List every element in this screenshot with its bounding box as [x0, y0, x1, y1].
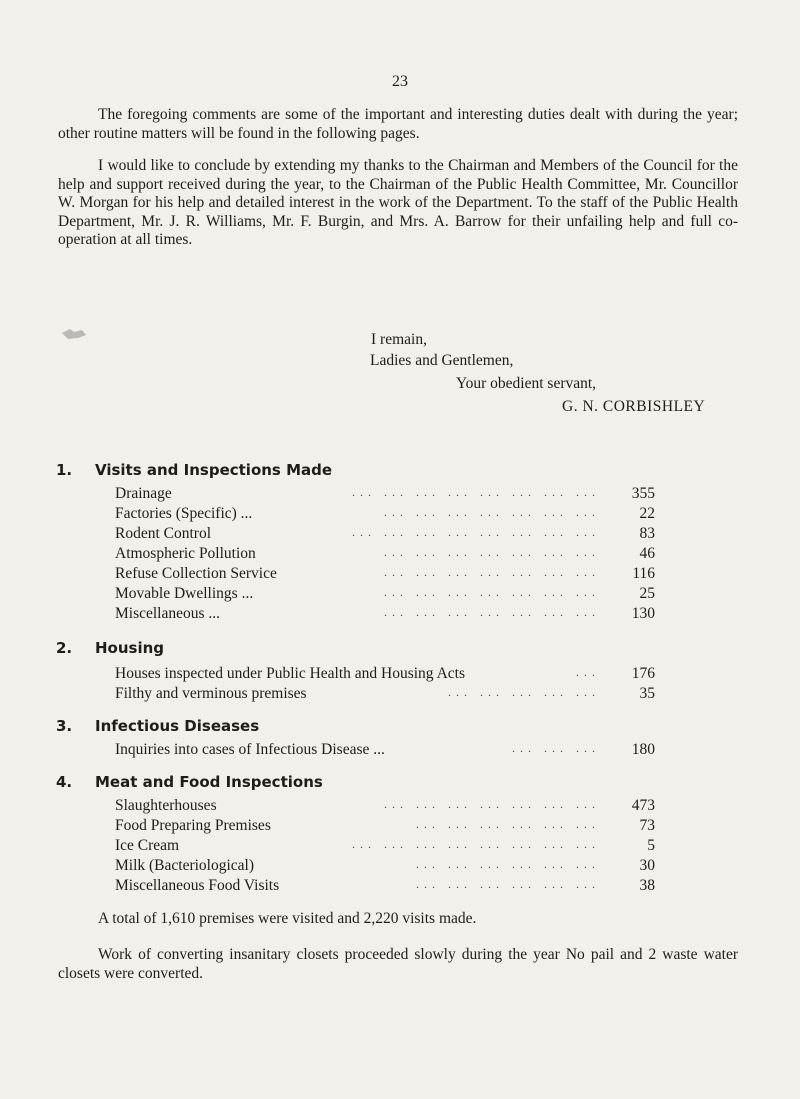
- row-label: Refuse Collection Service: [115, 565, 277, 582]
- leader-dots: ... ... ... ... ... ... ... ...: [352, 485, 600, 499]
- section-title: Visits and Inspections Made: [95, 461, 333, 479]
- table-row: [115, 525, 655, 544]
- section-heading-meat-food: [56, 773, 323, 791]
- section-title: Infectious Diseases: [95, 717, 260, 735]
- row-label: Factories (Specific) ...: [115, 505, 253, 522]
- row-label: Ice Cream: [115, 837, 180, 854]
- row-value: 355: [631, 485, 655, 502]
- table-row: [115, 545, 655, 564]
- leader-dots: ...: [576, 665, 600, 679]
- closing-remain: I remain,: [371, 331, 427, 348]
- table-row: [115, 485, 655, 504]
- row-value: 83: [639, 525, 655, 542]
- row-label: Rodent Control: [115, 525, 212, 542]
- section-number: 4.: [56, 773, 73, 791]
- row-label: Drainage: [115, 485, 172, 502]
- row-value: 22: [639, 505, 655, 522]
- section-number: 3.: [56, 717, 73, 735]
- section-number: 1.: [56, 461, 73, 479]
- row-value: 180: [631, 741, 655, 758]
- section-number: 2.: [56, 639, 73, 657]
- table-row: [115, 797, 655, 816]
- section-title: Housing: [95, 639, 165, 657]
- table-row: [115, 665, 655, 684]
- table-row: [115, 817, 655, 836]
- table-row: [115, 505, 655, 524]
- page-number: 23: [392, 73, 408, 90]
- row-value: 5: [647, 837, 655, 854]
- leader-dots: ... ... ...: [512, 741, 600, 755]
- closets-note: Work of converting insanitary closets proceeded slowly during the year No pail and 2 waste water closets were converted.: [58, 946, 738, 982]
- row-value: 46: [639, 545, 655, 562]
- table-row: [115, 585, 655, 604]
- row-label: Filthy and verminous premises: [115, 685, 307, 702]
- section-heading-visits: [56, 461, 332, 479]
- leader-dots: ... ... ... ... ... ... ...: [384, 545, 600, 559]
- row-label: Inquiries into cases of Infectious Disease ...: [115, 741, 385, 758]
- table-row: [115, 565, 655, 584]
- row-value: 130: [631, 605, 655, 622]
- row-label: Miscellaneous ...: [115, 605, 221, 622]
- row-value: 25: [639, 585, 655, 602]
- table-row: [115, 877, 655, 896]
- table-row: [115, 837, 655, 856]
- leader-dots: ... ... ... ... ... ...: [416, 877, 600, 891]
- leader-dots: ... ... ... ... ... ... ...: [384, 505, 600, 519]
- intro-paragraph-2: I would like to conclude by extending my thanks to the Chairman and Members of the Council for the help and support received during the year, to the Chairman of the Public Health Committee, Mr. Councillor W. Morgan for his help and detailed interest in the work of the Department. To the staff of the Public Health Department, Mr. J. R. Williams, Mr. F. Burgin, and Mrs. A. Barrow for their unfailing help and full co-operation at all times.: [58, 157, 738, 249]
- section-title: Meat and Food Inspections: [95, 773, 323, 791]
- row-value: 30: [639, 857, 655, 874]
- leader-dots: ... ... ... ... ... ...: [416, 817, 600, 831]
- table-row: [115, 857, 655, 876]
- leader-dots: ... ... ... ... ... ... ... ...: [352, 837, 600, 851]
- intro-paragraph-1: The foregoing comments are some of the important and interesting duties dealt with during the year; other routine matters will be found in the following pages.: [58, 106, 738, 142]
- table-row: [115, 741, 655, 760]
- row-label: Movable Dwellings ...: [115, 585, 254, 602]
- row-value: 35: [639, 685, 655, 702]
- leader-dots: ... ... ... ... ... ... ...: [384, 585, 600, 599]
- leader-dots: ... ... ... ... ... ...: [416, 857, 600, 871]
- row-value: 176: [631, 665, 655, 682]
- section-heading-infectious: [56, 717, 259, 735]
- row-value: 116: [632, 565, 655, 582]
- leader-dots: ... ... ... ... ... ... ...: [384, 565, 600, 579]
- row-label: Milk (Bacteriological): [115, 857, 255, 874]
- row-label: Food Preparing Premises: [115, 817, 271, 834]
- row-value: 38: [639, 877, 655, 894]
- table-row: [115, 685, 655, 704]
- row-label: Atmospheric Pollution: [115, 545, 256, 562]
- leader-dots: ... ... ... ... ... ... ...: [384, 605, 600, 619]
- closing-valediction: Your obedient servant,: [456, 375, 597, 392]
- signature: G. N. CORBISHLEY: [562, 398, 706, 415]
- total-summary: A total of 1,610 premises were visited and 2,220 visits made.: [98, 910, 477, 927]
- row-label: Houses inspected under Public Health and Housing Acts: [115, 665, 465, 682]
- row-label: Slaughterhouses: [115, 797, 217, 814]
- leader-dots: ... ... ... ... ... ... ...: [384, 797, 600, 811]
- row-label: Miscellaneous Food Visits: [115, 877, 280, 894]
- table-row: [115, 605, 655, 624]
- row-value: 73: [639, 817, 655, 834]
- row-value: 473: [631, 797, 655, 814]
- leader-dots: ... ... ... ... ... ... ... ...: [352, 525, 600, 539]
- closing-salutation: Ladies and Gentlemen,: [370, 352, 514, 369]
- leader-dots: ... ... ... ... ...: [448, 685, 600, 699]
- section-heading-housing: [56, 639, 164, 657]
- ink-smudge-mark: [60, 327, 90, 341]
